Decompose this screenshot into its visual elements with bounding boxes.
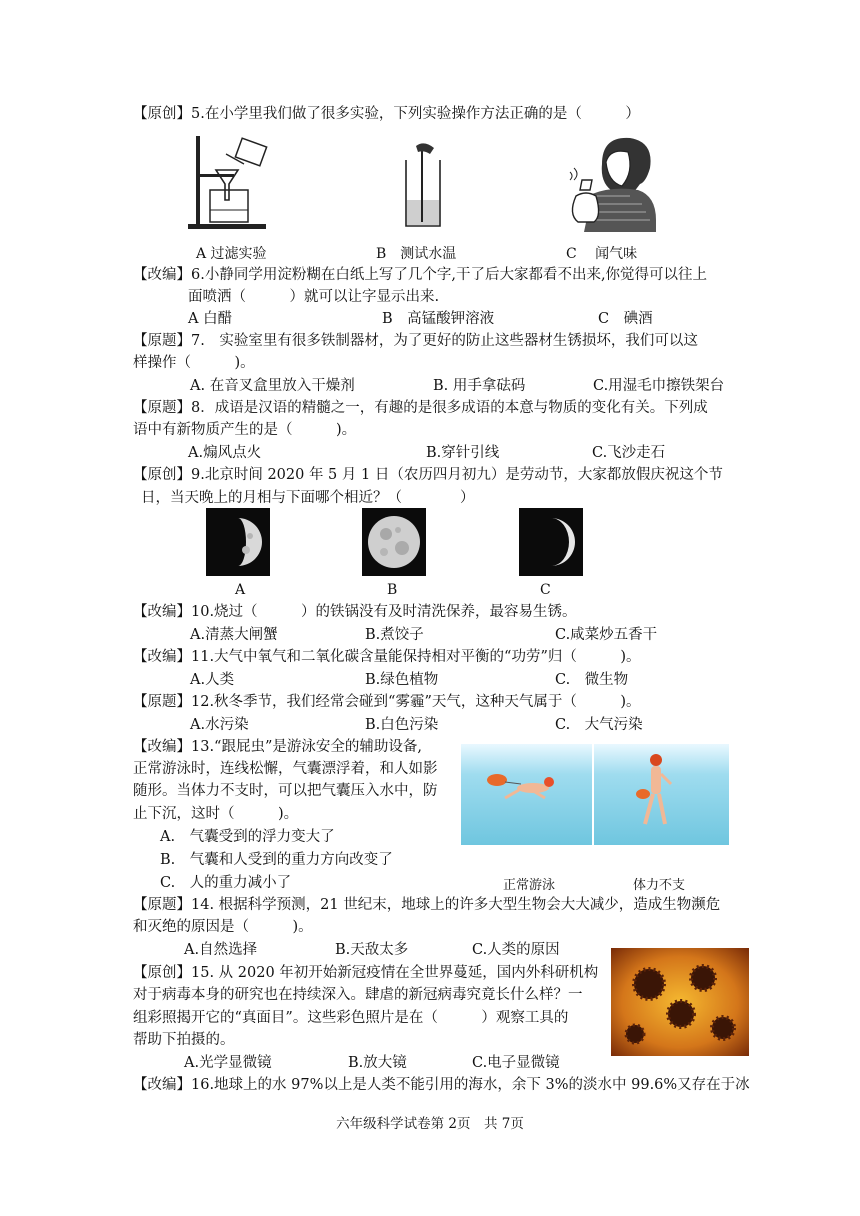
q15-option-b: B.放大镜 [348, 1055, 407, 1071]
q11-option-a: A.人类 [190, 672, 235, 688]
q7-option-a: A. 在音叉盒里放入干燥剂 [190, 378, 355, 394]
q14-option-b: B.天敌太多 [335, 942, 409, 958]
q13-option-a: A. 气囊受到的浮力变大了 [160, 829, 335, 845]
q15-option-c: C.电子显微镜 [472, 1055, 560, 1071]
q14-option-c: C.人类的原因 [472, 942, 560, 958]
moon-label-a: A [235, 582, 246, 598]
q16-line1: 【改编】16.地球上的水 97%以上是人类不能引用的海水，余下 3%的淡水中 99.6%又存在于冰 [133, 1077, 750, 1093]
q5-text: 【原创】5.在小学里我们做了很多实验，下列实验操作方法正确的是（ ） [133, 106, 640, 122]
caption-exhausted: 体力不支 [633, 878, 686, 893]
q11-text: 【改编】11.大气中氧气和二氧化碳含量能保持相对平衡的“功劳”归（ )。 [133, 649, 641, 665]
q15-line2: 对于病毒本身的研究也在持续深入。肆虐的新冠病毒究竟长什么样？一 [133, 987, 583, 1003]
q10-option-b: B.煮饺子 [365, 627, 424, 643]
fig-c-caption: C 闻气味 [566, 246, 638, 262]
q14-line2: 和灭绝的原因是（ )。 [133, 919, 313, 935]
moon-crescent-image [519, 508, 583, 576]
q14-option-a: A.自然选择 [184, 942, 258, 958]
q10-text: 【改编】10.烧过（ ）的铁锅没有及时清洗保养，最容易生锈。 [133, 604, 577, 620]
caption-normal-swimming: 正常游泳 [503, 878, 556, 893]
q12-option-a: A.水污染 [190, 717, 249, 733]
q13-line4: 止下沉，这时（ )。 [133, 806, 299, 822]
q14-line1: 【原题】14. 根据科学预测，21 世纪末，地球上的许多大型生物会大大减少，造成生物濒危 [133, 897, 721, 913]
moon-first-quarter-image [206, 508, 270, 576]
q9-line2: 日，当天晚上的月相与下面哪个相近？（ ） [141, 490, 475, 506]
q12-option-c: C. 大气污染 [555, 717, 643, 733]
q11-option-c: C. 微生物 [555, 672, 629, 688]
q8-line2: 语中有新物质产生的是（ )。 [133, 422, 357, 438]
q9-line1: 【原创】9.北京时间 2020 年 5 月 1 日（农历四月初九）是劳动节，大家都放假庆祝这个节 [133, 467, 723, 483]
swimming-float-images [461, 744, 729, 845]
q12-option-b: B.白色污染 [365, 717, 439, 733]
q13-line1: 【改编】13.“跟屁虫”是游泳安全的辅助设备, [133, 739, 422, 755]
q10-option-c: C.咸菜炒五香干 [555, 627, 658, 643]
water-temperature-figure [392, 140, 452, 234]
coronavirus-micrograph-image [611, 948, 749, 1056]
q6-line2: 面喷洒（ ）就可以让字显示出来. [188, 289, 440, 305]
q10-option-a: A.清蒸大闸蟹 [190, 627, 278, 643]
fig-a-caption: A 过滤实验 [196, 246, 267, 262]
moon-full-image [362, 508, 426, 576]
q15-line4: 帮助下拍摄的。 [133, 1032, 235, 1048]
q6-option-c: C 碘酒 [598, 311, 653, 327]
q6-line1: 【改编】6.小静同学用淀粉糊在白纸上写了几个字,干了后大家都看不出来,你觉得可以往上 [133, 267, 708, 283]
q15-option-a: A.光学显微镜 [184, 1055, 272, 1071]
filtration-figure [186, 132, 278, 232]
q8-option-a: A.煽风点火 [188, 445, 262, 461]
q12-text: 【原题】12.秋冬季节，我们经常会碰到“雾霾”天气，这种天气属于（ )。 [133, 694, 641, 710]
q13-option-c: C. 人的重力减小了 [160, 875, 292, 891]
q13-line3: 随形。当体力不支时，可以把气囊压入水中，防 [133, 783, 438, 799]
q8-option-c: C.飞沙走石 [592, 445, 666, 461]
q6-option-b: B 高锰酸钾溶液 [382, 311, 495, 327]
q8-option-b: B.穿针引线 [426, 445, 500, 461]
q11-option-b: B.绿色植物 [365, 672, 439, 688]
q13-option-b: B. 气囊和人受到的重力方向改变了 [160, 852, 393, 868]
page-footer: 六年级科学试卷第 2页 共 7页 [336, 1116, 524, 1132]
q15-line1: 【原创】15. 从 2020 年初开始新冠疫情在全世界蔓延，国内外科研机构 [133, 965, 599, 981]
q7-option-c: C.用湿毛巾擦铁架台 [593, 378, 725, 394]
q7-line2: 样操作（ )。 [133, 355, 255, 371]
moon-label-c: C [540, 582, 551, 598]
q13-line2: 正常游泳时，连线松懈，气囊漂浮着，和人如影 [133, 761, 438, 777]
moon-label-b: B [387, 582, 398, 598]
q6-option-a: A 白醋 [188, 311, 233, 327]
q7-line1: 【原题】7. 实验室里有很多铁制器材，为了更好的防止这些器材生锈损坏，我们可以这 [133, 333, 698, 349]
q8-line1: 【原题】8．成语是汉语的精髓之一，有趣的是很多成语的本意与物质的变化有关。下列成 [133, 400, 708, 416]
smelling-figure [562, 132, 662, 232]
fig-b-caption: B 测试水温 [376, 246, 457, 262]
q7-option-b: B. 用手拿砝码 [433, 378, 526, 394]
q15-line3: 组彩照揭开它的“真面目”。这些彩色照片是在（ ）观察工具的 [133, 1010, 569, 1026]
